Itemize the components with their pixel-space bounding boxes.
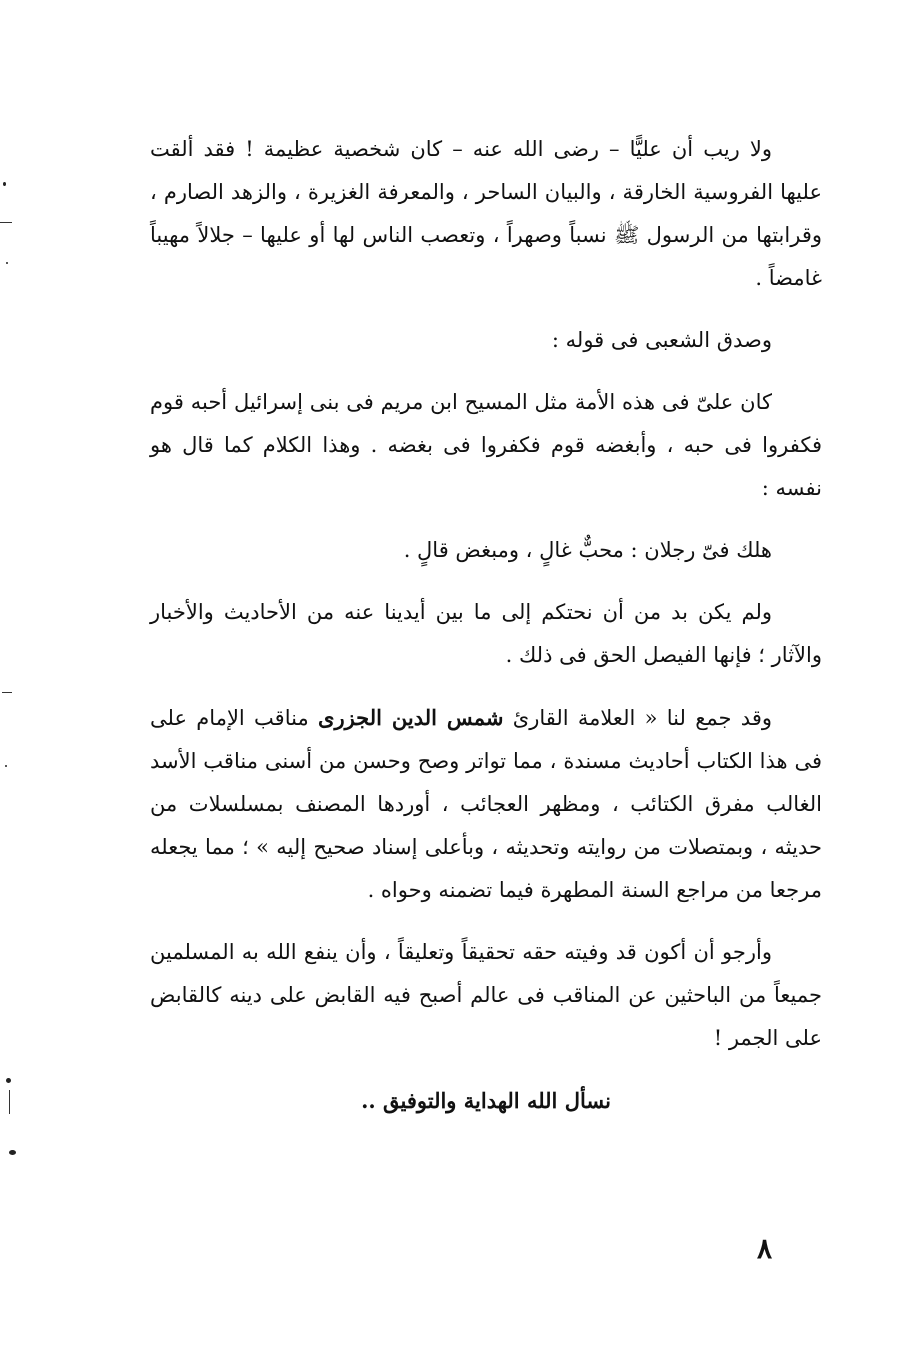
page-body <box>150 128 822 1141</box>
scan-speck <box>6 262 8 264</box>
scan-line <box>0 222 12 223</box>
paragraph-shabi-intro: وصدق الشعبى فى قوله : <box>551 328 772 352</box>
page-number: ٨ <box>757 1232 773 1265</box>
paragraph-hope: وأرجو أن أكون قد وفيته حقه تحقيقاً وتعليقاً ، وأن ينفع الله به المسلمين جميعاً من الباحثين عن المناقب فى عالم أصبح فيه القابض على دينه كالقابض على الجمر ! <box>150 940 822 1050</box>
paragraph-ali-personality: ولا ريب أن عليًّا – رضى الله عنه – كان شخصية عظيمة ! فقد ألقت عليها الفروسية الخارقة ، والبيان الساحر ، والمعرفة الغزيرة ، والزهد الصارم ، وقرابتها من الرسول ﷺ نسباً وصهراً ، وتعصب الناس لها أو عليها – جلالاً مهيباً غامضاً . <box>150 137 822 290</box>
paragraph-hadith-reference: ولم يكن بد من أن نحتكم إلى ما بين أيدينا عنه من الأحاديث والأخبار والآثار ؛ فإنها الفيصل الحق فى ذلك . <box>150 600 822 667</box>
scan-line <box>2 692 12 693</box>
paragraph-ali-saying: هلك فىّ رجلان : محبٌّ غالٍ ، ومبغض قالٍ . <box>403 538 772 562</box>
closing-prayer: نسأل الله الهداية والتوفيق .. <box>361 1088 611 1113</box>
scan-speck <box>5 765 7 767</box>
author-name: شمس الدين الجزرى <box>318 705 504 730</box>
jazari-text-after: مناقب الإمام على فى هذا الكتاب أحاديث مسندة ، مما تواتر وصح وحسن من أسنى مناقب الأسد الغالب مفرق الكتائب ، ومظهر العجائب ، أوردها المصنف بمسلسلات من حديثه ، وبمتصلات من روايته وتحديثه ، وبأعلى إسناد صحيح إليه » ؛ مما يجعله مرجعا من مراجع السنة المطهرة فيما تضمنه وحواه . <box>150 706 822 902</box>
jazari-text-before: وقد جمع لنا « العلامة القارئ <box>503 706 772 730</box>
paragraph-jazari <box>150 696 822 912</box>
scan-speck <box>9 1150 16 1155</box>
scan-line <box>9 1090 10 1114</box>
paragraph-shabi-quote: كان علىّ فى هذه الأمة مثل المسيح ابن مريم فى بنى إسرائيل أحبه قوم فكفروا فى حبه ، وأبغضه قوم فكفروا فى بغضه . وهذا الكلام كما قال هو نفسه : <box>150 390 822 500</box>
scan-speck <box>6 1078 11 1083</box>
scan-speck <box>3 182 6 186</box>
